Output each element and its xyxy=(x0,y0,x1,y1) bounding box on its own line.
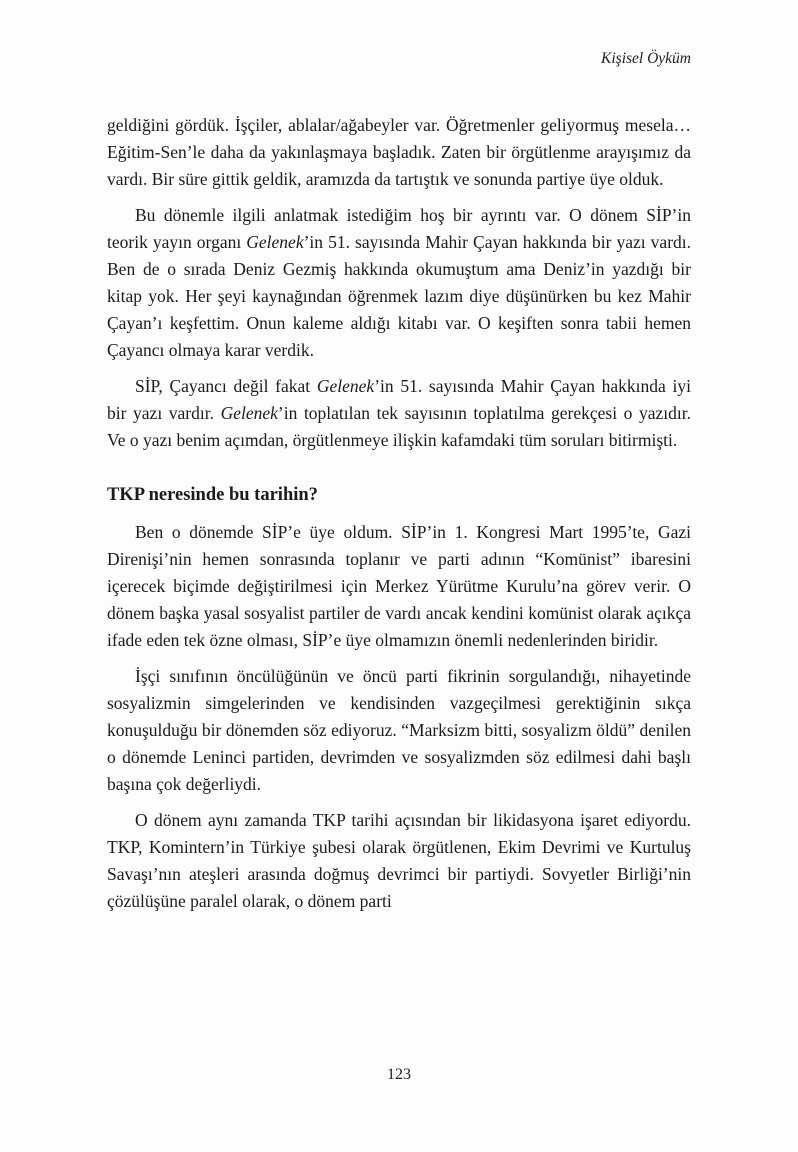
text-segment: ’in toplatılan tek sayısının toplatılma gerekçesi o yazıdır. Ve o yazı benim açımdan, örgütlenmeye ilişkin kafamdaki tüm soruları bitirmişti. xyxy=(107,403,691,450)
text-segment: geldiğini gördük. İşçiler, ablalar/ağabeyler var. Öğretmenler geliyormuş mesela… Eğitim-Sen’le daha da yakınlaşmaya başladık. Zaten bir örgütlenme arayışımız da vardı. Bir süre gittik geldik, aramızda da tartıştık ve sonunda partiye üye olduk. xyxy=(107,115,691,189)
text-segment: İşçi sınıfının öncülüğünün ve öncü parti fikrinin sorgulandığı, nihayetinde sosyalizmin simgelerinden ve kendisinden vazgeçilmesi gerektiğinin sıkça konuşulduğu bir dönemden söz ediyoruz. “Marksizm bitti, sosyalizm öldü” denilen o dönemde Leninci partiden, devrimden ve sosyalizmden söz edilmesi dahi başlı başına çok değerliydi. xyxy=(107,666,691,794)
running-header-title: Kişisel Öyküm xyxy=(601,50,691,67)
running-header xyxy=(107,50,691,68)
paragraph xyxy=(107,519,691,654)
section-heading xyxy=(107,482,691,509)
body-content xyxy=(107,112,691,924)
paragraph xyxy=(107,112,691,193)
page-number: 123 xyxy=(387,1066,411,1083)
italic-text: Gelenek xyxy=(316,376,375,396)
text-segment: SİP, Çayancı değil fakat xyxy=(135,376,317,396)
text-segment: Ben o dönemde SİP’e üye oldum. SİP’in 1. Kongresi Mart 1995’te, Gazi Direnişi’nin hemen sonrasında toplanır ve parti adının “Komünist” ibaresini içerecek biçimde değiştirilmesi için Merkez Yürütme Kurulu’na görev verir. O dönem başka yasal sosyalist partiler de vardı ancak kendini komünist olarak açıkça ifade eden tek özne olması, SİP’e üye olmamızın önemli nedenlerinden biridir. xyxy=(107,522,691,650)
paragraph xyxy=(107,807,691,915)
italic-text: Gelenek xyxy=(246,232,304,252)
paragraph xyxy=(107,202,691,364)
text-segment: TKP neresinde bu tarihin? xyxy=(107,485,318,505)
text-segment: Bu dönemle ilgili anlatmak istediğim hoş bir ayrıntı var. O dönem SİP’in teorik yayın organı xyxy=(107,205,691,252)
italic-text: Gelenek xyxy=(220,403,278,423)
text-segment: O dönem aynı zamanda TKP tarihi açısından bir likidasyona işaret ediyordu. TKP, Komintern’in Türkiye şubesi olarak örgütlenen, Ekim Devrimi ve Kurtuluş Savaşı’nın ateşleri arasında doğmuş devrimci bir partiydi. Sovyetler Birliği’nin çözülüşüne paralel olarak, o dönem parti xyxy=(107,810,691,911)
paragraph xyxy=(107,663,691,798)
paragraph xyxy=(107,373,691,454)
text-segment: ’in 51. sayısında Mahir Çayan hakkında bir yazı vardı. Ben de o sırada Deniz Gezmiş hakkında okumuştum ama Deniz’in yazdığı bir kitap yok. Her şeyi kaynağından öğrenmek lazım diye düşünürken bu kez Mahir Çayan’ı keşfettim. Onun kaleme aldığı kitabı var. O keşiften sonra tabii hemen Çayancı olmaya karar verdik. xyxy=(107,232,692,360)
text-segment: ’in 51. sayısında Mahir Çayan hakkında iyi bir yazı vardır. xyxy=(107,376,691,423)
